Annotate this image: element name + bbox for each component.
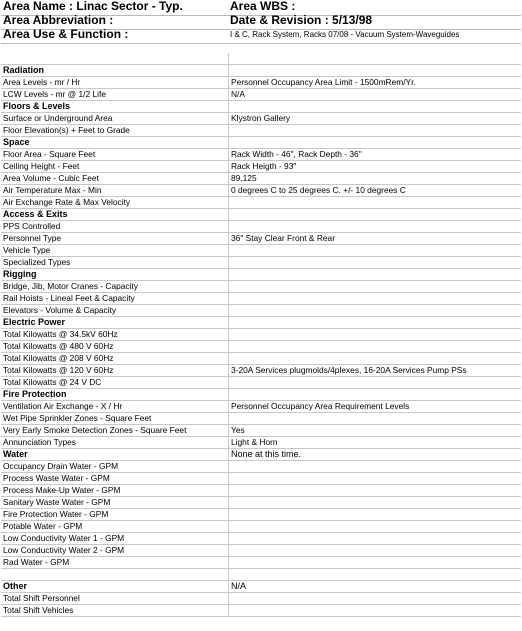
row-value — [229, 257, 522, 269]
row-value — [229, 329, 522, 341]
table-row — [1, 341, 521, 353]
row-value — [229, 101, 522, 113]
row-label: LCW Levels - mr @ 1/2 Life — [1, 89, 229, 101]
row-value — [229, 221, 522, 233]
area-use-label: Area Use & Function : — [3, 27, 129, 41]
table-row — [1, 461, 521, 473]
section-header-row — [1, 389, 521, 401]
row-label: Ceiling Height - Feet — [1, 161, 229, 173]
table-row — [1, 377, 521, 389]
row-label: Fire Protection — [1, 389, 229, 401]
row-label: Air Exchange Rate & Max Velocity — [1, 197, 229, 209]
table-row — [1, 281, 521, 293]
row-label: Area Levels - mr / Hr — [1, 77, 229, 89]
row-label: Rigging — [1, 269, 229, 281]
table-row — [1, 113, 521, 125]
row-value — [229, 209, 522, 221]
row-value — [229, 377, 522, 389]
row-label: Total Kilowatts @ 480 V 60Hz — [1, 341, 229, 353]
area-wbs-label: Area WBS : — [230, 0, 296, 13]
table-row — [1, 401, 521, 413]
table-row — [1, 545, 521, 557]
row-label: Personnel Type — [1, 233, 229, 245]
date-revision-label: Date & Revision : 5/13/98 — [230, 13, 373, 27]
row-value: 36" Stay Clear Front & Rear — [229, 233, 522, 245]
row-label: Air Temperature Max - Min — [1, 185, 229, 197]
row-label: Specialized Types — [1, 257, 229, 269]
row-label: Electric Power — [1, 317, 229, 329]
row-label: Ventilation Air Exchange - X / Hr — [1, 401, 229, 413]
row-label: Total Kilowatts @ 24 V DC — [1, 377, 229, 389]
row-value — [229, 305, 522, 317]
row-label: Floors & Levels — [1, 101, 229, 113]
table-row — [1, 413, 521, 425]
row-label — [1, 569, 229, 581]
row-value: Personnel Occupancy Area Limit - 1500mRem/Yr. — [229, 77, 522, 89]
row-label: Total Shift Personnel — [1, 593, 229, 605]
row-value — [229, 317, 522, 329]
table-row — [1, 557, 521, 569]
table-row — [1, 353, 521, 365]
row-value — [229, 341, 522, 353]
table-row — [1, 509, 521, 521]
row-label: Area Volume - Cubic Feet — [1, 173, 229, 185]
table-row — [1, 185, 521, 197]
row-label: Process Make-Up Water - GPM — [1, 485, 229, 497]
table-row — [1, 221, 521, 233]
row-value — [229, 557, 522, 569]
row-value: Rack Heigth - 93" — [229, 161, 522, 173]
row-label: Wet Pipe Sprinkler Zones - Square Feet — [1, 413, 229, 425]
row-label: Elevators - Volume & Capacity — [1, 305, 229, 317]
row-label: Process Waste Water - GPM — [1, 473, 229, 485]
row-label: Other — [1, 581, 229, 593]
table-row — [1, 569, 521, 581]
row-value: N/A — [229, 89, 522, 101]
section-header-row — [1, 317, 521, 329]
section-header-row — [1, 581, 521, 593]
table-row — [1, 365, 521, 377]
table-row — [1, 245, 521, 257]
row-value: 3-20A Services plugmolds/4plexes, 16-20A Services Pump PSs — [229, 365, 522, 377]
area-data-sheet — [1, 0, 521, 630]
row-label: Access & Exits — [1, 209, 229, 221]
row-label: PPS Controlled — [1, 221, 229, 233]
row-value — [229, 521, 522, 533]
row-value: Rack Width - 46", Rack Depth - 36" — [229, 149, 522, 161]
row-value — [229, 569, 522, 581]
row-value: Light & Horn — [229, 437, 522, 449]
table-row — [1, 257, 521, 269]
row-label: Low Conductivity Water 2 - GPM — [1, 545, 229, 557]
row-value — [229, 545, 522, 557]
row-value: Personnel Occupancy Area Requirement Levels — [229, 401, 522, 413]
row-value — [229, 293, 522, 305]
section-header-row — [1, 209, 521, 221]
table-row — [1, 485, 521, 497]
table-row — [1, 329, 521, 341]
row-label: Rail Hoists - Lineal Feet & Capacity — [1, 293, 229, 305]
table-row — [1, 89, 521, 101]
table-row — [1, 593, 521, 605]
row-value — [229, 137, 522, 149]
row-label: Floor Area - Square Feet — [1, 149, 229, 161]
section-header-row — [1, 65, 521, 77]
row-label: Water — [1, 449, 229, 461]
row-value: N/A — [229, 581, 522, 593]
row-label: Bridge, Jib, Motor Cranes - Capacity — [1, 281, 229, 293]
row-value — [229, 197, 522, 209]
row-value — [229, 593, 522, 605]
section-header-row — [1, 101, 521, 113]
row-value — [229, 389, 522, 401]
row-label: Fire Protection Water - GPM — [1, 509, 229, 521]
table-row — [1, 161, 521, 173]
table-row — [1, 149, 521, 161]
row-value — [229, 269, 522, 281]
row-label: Total Kilowatts @ 208 V 60Hz — [1, 353, 229, 365]
table-row — [1, 173, 521, 185]
row-value — [229, 245, 522, 257]
table-row — [1, 197, 521, 209]
row-label: Total Shift Vehicles — [1, 605, 229, 617]
row-value: Klystron Gallery — [229, 113, 522, 125]
section-header-row — [1, 137, 521, 149]
table-row — [1, 437, 521, 449]
row-value — [229, 53, 522, 65]
row-label: Total Kilowatts @ 34.5kV 60Hz — [1, 329, 229, 341]
table-row — [1, 497, 521, 509]
table-row — [1, 305, 521, 317]
row-value — [229, 497, 522, 509]
row-value — [229, 413, 522, 425]
row-value — [229, 473, 522, 485]
row-value — [229, 533, 522, 545]
table-row — [1, 77, 521, 89]
row-label: Total Kilowatts @ 120 V 60Hz — [1, 365, 229, 377]
row-label: Occupancy Drain Water - GPM — [1, 461, 229, 473]
table-row — [1, 425, 521, 437]
section-header-row — [1, 269, 521, 281]
row-value: Yes — [229, 425, 522, 437]
table-row — [1, 473, 521, 485]
row-label: Rad Water - GPM — [1, 557, 229, 569]
row-label: Potable Water - GPM — [1, 521, 229, 533]
area-abbreviation-label: Area Abbreviation : — [3, 13, 114, 27]
row-value — [229, 125, 522, 137]
row-label: Surface or Underground Area — [1, 113, 229, 125]
row-label: Sanitary Waste Water - GPM — [1, 497, 229, 509]
row-label: Low Conductivity Water 1 - GPM — [1, 533, 229, 545]
row-value — [229, 485, 522, 497]
row-value — [229, 605, 522, 617]
row-value — [229, 281, 522, 293]
row-label: Vehicle Type — [1, 245, 229, 257]
row-label: Floor Elevation(s) + Feet to Grade — [1, 125, 229, 137]
table-row — [1, 233, 521, 245]
table-row — [1, 293, 521, 305]
row-label: Space — [1, 137, 229, 149]
table-row — [1, 605, 521, 617]
row-label: Radiation — [1, 65, 229, 77]
row-value — [229, 461, 522, 473]
row-value — [229, 353, 522, 365]
row-value — [229, 509, 522, 521]
table-row — [1, 521, 521, 533]
row-label: Very Early Smoke Detection Zones - Square Feet — [1, 425, 229, 437]
specification-table — [1, 53, 521, 617]
area-use-value: I & C, Rack System, Racks 07/08 - Vacuum System-Waveguides — [230, 30, 460, 39]
row-value: 89.125 — [229, 173, 522, 185]
row-label — [1, 53, 229, 65]
row-value: 0 degrees C to 25 degrees C. +/- 10 degrees C — [229, 185, 522, 197]
area-name-label: Area Name : Linac Sector - Typ. — [3, 0, 183, 13]
table-row — [1, 125, 521, 137]
row-label: Annunciation Types — [1, 437, 229, 449]
row-value: None at this time. — [229, 449, 522, 461]
table-row — [1, 53, 521, 65]
row-value — [229, 65, 522, 77]
table-row — [1, 533, 521, 545]
section-header-row — [1, 449, 521, 461]
header-row-3 — [1, 28, 521, 44]
